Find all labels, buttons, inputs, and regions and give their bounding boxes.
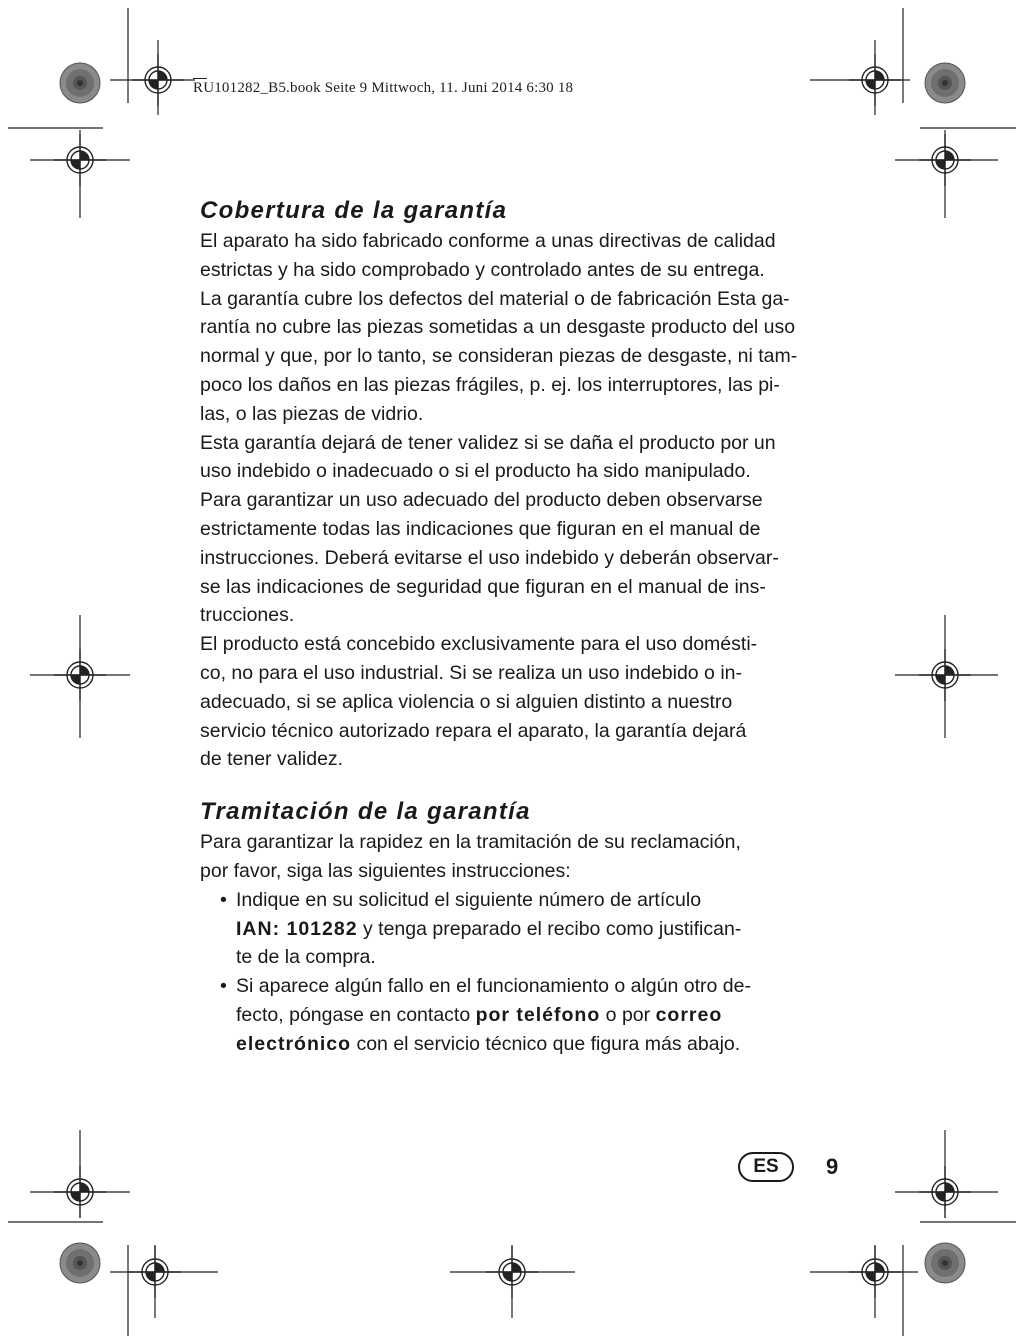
text-line: adecuado, si se aplica violencia o si alguien distinto a nuestro [200,690,733,713]
text-line: con el servicio técnico que figura más abajo. [351,1032,741,1055]
star-target-bottom-left [60,1243,100,1283]
text-line: uso indebido o inadecuado o si el producto ha sido manipulado. [200,460,751,483]
text-line: instrucciones. Deberá evitarse el uso indebido y deberán observar- [200,546,779,569]
text-line: las, o las piezas de vidrio. [200,402,424,425]
text-line: te de la compra. [236,946,376,969]
text-line: servicio técnico autorizado repara el aparato, la garantía dejará [200,719,747,742]
text-line: estrictamente todas las indicaciones que figuran en el manual de [200,517,761,540]
text-line: rantía no cubre las piezas sometidas a un desgaste producto del uso [200,316,796,339]
star-target-bottom-right [925,1243,965,1283]
list-item [200,886,860,972]
text-line: estrictas y ha sido comprobado y controlado antes de su entrega. [200,258,765,281]
paragraph-process-intro [200,828,860,886]
section-title: Tramitación de la garantía [200,798,531,826]
text-line: La garantía cubre los defectos del material o de fabricación Esta ga- [200,287,790,310]
text-line: Para garantizar la rapidez en la tramitación de su reclamación, [200,831,741,854]
text-line: El aparato ha sido fabricado conforme a unas directivas de calidad [200,230,776,252]
email-emphasis: correo [655,1003,723,1026]
paragraph-coverage [200,227,860,774]
text-line: o por [600,1003,656,1026]
section-title: Cobertura de la garantía [200,197,508,224]
ian-number: IAN: 101282 [236,917,358,940]
email-emphasis: electrónico [236,1032,352,1055]
phone-emphasis: por teléfono [475,1003,601,1026]
document-body [200,195,860,1059]
star-target-top-left [60,63,100,103]
text-line: normal y que, por lo tanto, se consideran piezas de desgaste, ni tam- [200,345,798,368]
section-warranty-coverage [200,195,860,774]
text-line: co, no para el uso industrial. Si se realiza un uso indebido o in- [200,661,742,684]
text-line: se las indicaciones de seguridad que figuran en el manual de ins- [200,575,766,598]
text-line: Si aparece algún fallo en el funcionamiento o algún otro de- [236,975,751,998]
text-line: Esta garantía dejará de tener validez si se daña el producto por un [200,431,776,454]
print-header-text: RU101282_B5.book Seite 9 Mittwoch, 11. Juni 2014 6:30 18 [193,80,574,96]
text-line: de tener validez. [200,748,344,771]
language-badge: ES [738,1152,794,1182]
text-line: fecto, póngase en contacto [236,1003,476,1026]
text-line: trucciones. [200,604,295,627]
print-header [193,80,573,97]
text-line: y tenga preparado el recibo como justifican- [357,917,742,940]
star-target-top-right [925,63,965,103]
instruction-list [200,886,860,1059]
text-line: Indique en su solicitud el siguiente número de artículo [236,888,702,911]
text-line: El producto está concebido exclusivamente para el uso domésti- [200,633,758,656]
section-warranty-process [200,796,860,1058]
list-item [200,972,860,1058]
bullet-icon: • [220,975,227,998]
page-number: 9 [826,1154,839,1179]
header-rule [193,78,207,79]
text-line: por favor, siga las siguientes instrucciones: [200,859,571,882]
text-line: Para garantizar un uso adecuado del producto deben observarse [200,489,763,512]
bullet-icon: • [220,888,227,911]
text-line: poco los daños en las piezas frágiles, p. ej. los interruptores, las pi- [200,373,780,396]
